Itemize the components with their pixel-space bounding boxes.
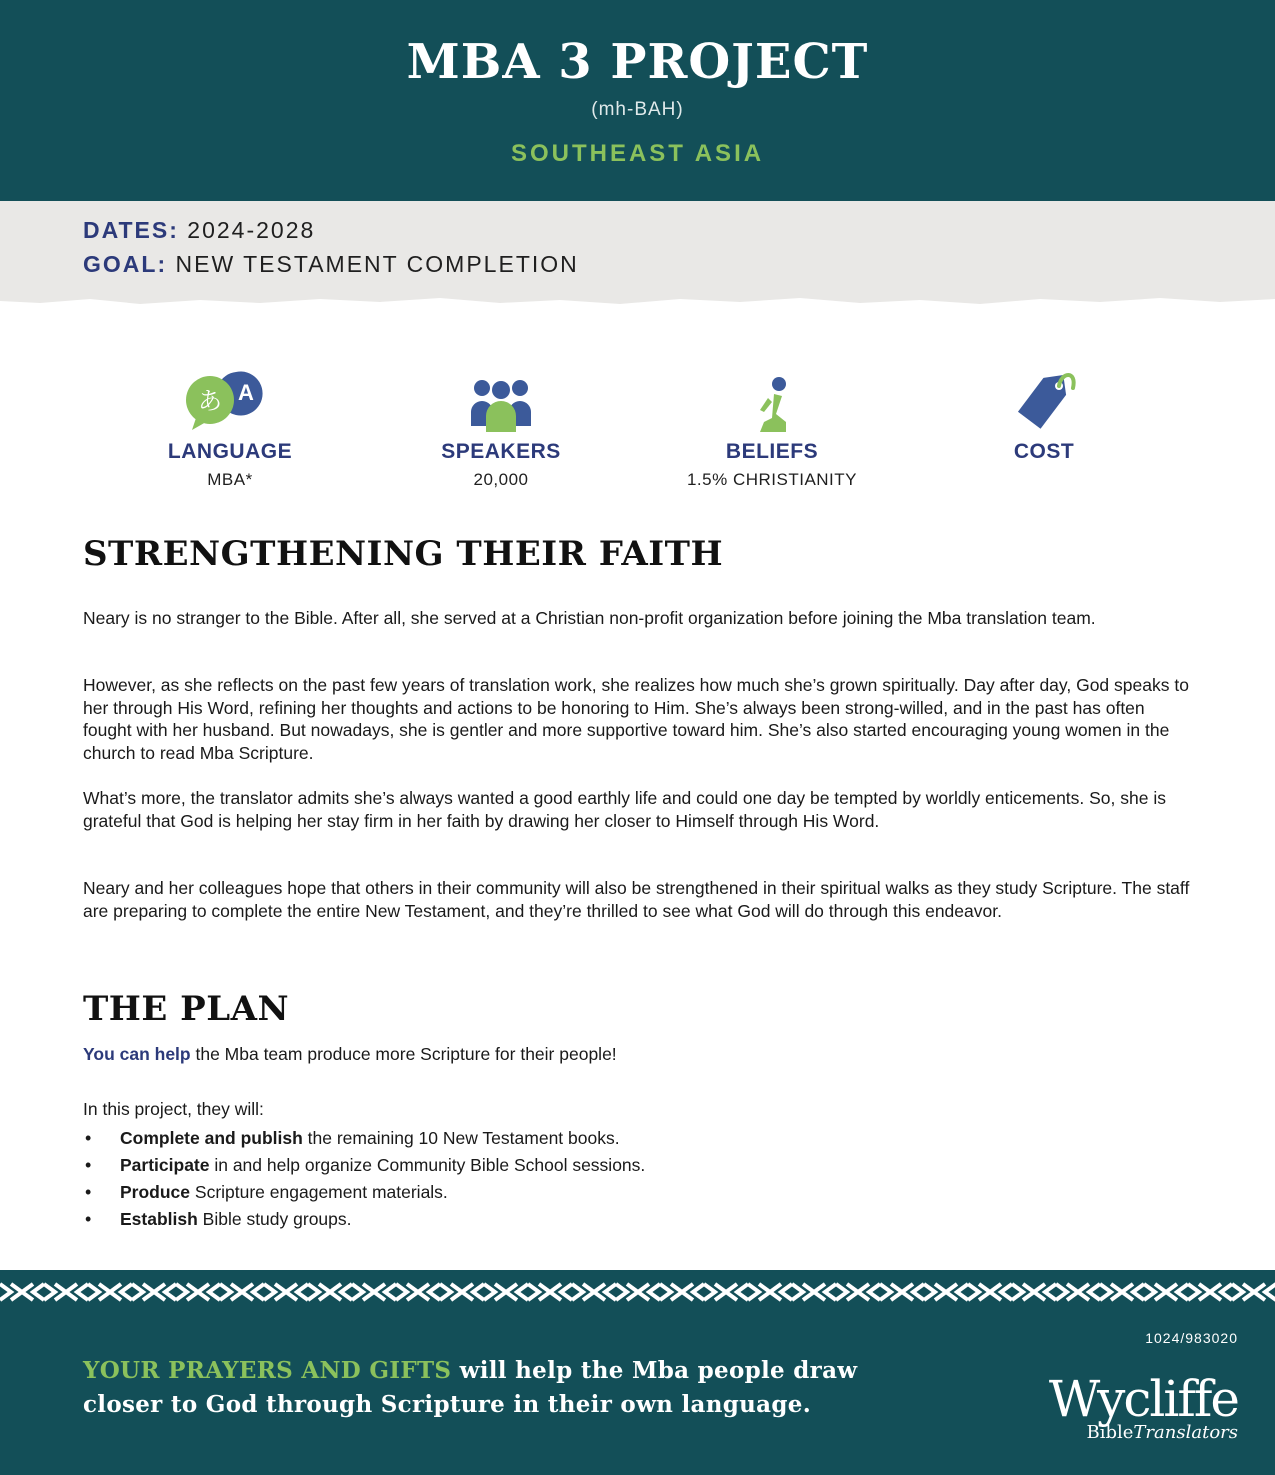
decorative-pattern-border bbox=[0, 1270, 1275, 1314]
logo-subtitle-bible: Bible bbox=[1086, 1422, 1134, 1443]
plan-intro: In this project, they will: bbox=[83, 1099, 264, 1119]
stat-value: 1.5% CHRISTIANITY bbox=[686, 470, 858, 489]
speech-bubbles-icon bbox=[100, 368, 360, 432]
bullet-rest: in and help organize Community Bible School sessions. bbox=[209, 1155, 646, 1175]
stat-label: BELIEFS bbox=[725, 440, 819, 463]
goal-row bbox=[83, 251, 579, 278]
help-line bbox=[83, 1043, 1198, 1066]
list-item bbox=[83, 1152, 1183, 1179]
dates-value: 2024-2028 bbox=[187, 217, 316, 243]
stat-beliefs bbox=[642, 368, 902, 490]
page-title: MBA 3 PROJECT bbox=[406, 34, 869, 90]
doc-code: 1024/983020 bbox=[1145, 1330, 1238, 1346]
praying-person-icon bbox=[642, 368, 902, 432]
svg-text:あ: あ bbox=[198, 387, 222, 415]
stat-label: LANGUAGE bbox=[167, 440, 293, 463]
stat-language bbox=[100, 368, 360, 490]
bullet-rest: Bible study groups. bbox=[197, 1209, 352, 1229]
footer bbox=[0, 1314, 1275, 1475]
goal-key: GOAL: bbox=[83, 251, 168, 277]
stats-row bbox=[0, 368, 1275, 498]
logo-wordmark: Wycliffe bbox=[1048, 1370, 1238, 1428]
plan-list bbox=[83, 1125, 1183, 1233]
section-heading-faith: STRENGTHENING THEIR FAITH bbox=[83, 534, 724, 574]
wycliffe-logo bbox=[1018, 1370, 1238, 1454]
goal-value: NEW TESTAMENT COMPLETION bbox=[175, 251, 579, 277]
section-heading-plan: THE PLAN bbox=[83, 989, 290, 1029]
paragraph-1: Neary is no stranger to the Bible. After all, she served at a Christian non-profit organization before joining the Mba translation team. bbox=[83, 608, 1096, 628]
pronunciation: (mh-BAH) bbox=[591, 99, 684, 120]
list-item bbox=[83, 1179, 1183, 1206]
help-rest: the Mba team produce more Scripture for their people! bbox=[190, 1044, 617, 1064]
paragraph-3: What’s more, the translator admits she’s always wanted a good earthly life and could one day be tempted by worldly enticements. So, she is grateful that God is helping her stay firm in her faith by drawing her closer to Himself through His Word. bbox=[83, 788, 1166, 831]
footer-message-highlight: YOUR PRAYERS AND GIFTS bbox=[83, 1357, 452, 1384]
help-bold: You can help bbox=[83, 1044, 191, 1064]
footer-message bbox=[83, 1354, 863, 1422]
stat-label: COST bbox=[1013, 440, 1075, 463]
stat-value: MBA* bbox=[207, 470, 253, 489]
dates-row bbox=[83, 217, 315, 244]
region-label: SOUTHEAST ASIA bbox=[510, 140, 765, 167]
stat-cost bbox=[914, 368, 1174, 470]
paragraph-2: However, as she reflects on the past few years of translation work, she realizes how much she’s grown spiritually. Day after day, God speaks to her through His Word, refining her thoughts and actions to be honoring to Him. She’s always been strong-willed, and in the past has often fought with her husband. But nowadays, she is gentler and more supportive toward him. She’s also started encouraging young women in the church to read Mba Scripture. bbox=[83, 675, 1189, 763]
people-group-icon bbox=[371, 368, 631, 432]
bullet-bold: Participate bbox=[120, 1155, 210, 1175]
torn-edge bbox=[0, 293, 1275, 307]
list-item bbox=[83, 1206, 1183, 1233]
bullet-bold: Establish bbox=[120, 1209, 198, 1229]
stat-value: 20,000 bbox=[473, 470, 529, 489]
bullet-rest: the remaining 10 New Testament books. bbox=[302, 1128, 620, 1148]
header-banner bbox=[0, 0, 1275, 201]
price-tag-icon bbox=[914, 368, 1174, 432]
bullet-bold: Complete and publish bbox=[120, 1128, 303, 1148]
bullet-bold: Produce bbox=[120, 1182, 191, 1202]
paragraph-4: Neary and her colleagues hope that others in their community will also be strengthened in their spiritual walks as they study Scripture. The staff are preparing to complete the entire New Testament, and they’re thrilled to see what God will do through this endeavor. bbox=[83, 878, 1190, 921]
svg-text:A: A bbox=[238, 380, 254, 405]
footer-message-rest: will help the Mba people draw closer to God through Scripture in their own language. bbox=[83, 1357, 858, 1418]
dates-key: DATES: bbox=[83, 217, 179, 243]
list-item bbox=[83, 1125, 1183, 1152]
bullet-rest: Scripture engagement materials. bbox=[190, 1182, 448, 1202]
stat-label: SPEAKERS bbox=[441, 440, 561, 463]
logo-subtitle-translators: Translators bbox=[1133, 1422, 1238, 1443]
stat-speakers bbox=[371, 368, 631, 490]
